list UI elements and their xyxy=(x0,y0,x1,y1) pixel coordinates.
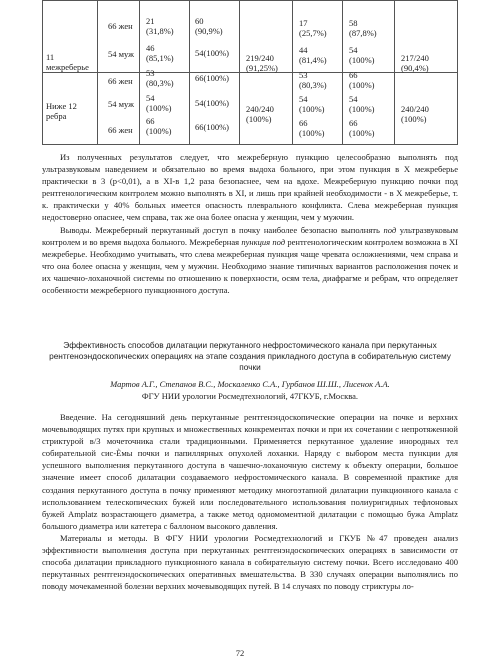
table-cell: 66(100%) xyxy=(195,73,229,83)
conclusions-paragraph: Выводы. Межреберный перкутанный доступ в почку наиболее безопасно выполнять под ультразвуковым контролем и во время выдоха больного. Межреберная пункция под рентгенологическим контролем возможна в XI межреберье. Необходимо учитывать, что слева межреберная пункция чаще чревата осложнениями, чем справа и что она более опасна у женщин, чем у мужчин. Необходимо знание типичных вариантов расположения почек и их чашечно-лоханочной системы по отношению к поверхности, осям тела, диафрагме и ребрам, что определяет особенности межреберного пункционного доступа. xyxy=(42,224,458,296)
results-table xyxy=(42,0,458,145)
table-cell: 66 (100%) xyxy=(146,116,172,137)
table-cell: 66(100%) xyxy=(195,122,229,132)
table-cell: 54(100%) xyxy=(195,98,229,108)
table-cell: Ниже 12 ребра xyxy=(46,101,77,122)
table-cell: 240/240 (100%) xyxy=(246,104,274,125)
table-cell: 46 (85,1%) xyxy=(146,43,174,64)
table-cell: 66 (100%) xyxy=(349,70,375,91)
table-cell: 217/240 (90,4%) xyxy=(401,53,429,74)
article-authors: Мартов А.Г., Степанов В.С., Москаленко С.А., Гурбанов Ш.Ш., Лисенок А.А. xyxy=(110,379,390,389)
table-cell: 240/240 (100%) xyxy=(401,104,429,125)
table-cell: 58 (87,8%) xyxy=(349,18,377,39)
table-cell: 66 жен xyxy=(108,76,133,86)
table-cell: 66 (100%) xyxy=(299,118,325,139)
article-body xyxy=(42,411,458,592)
table-cell: 17 (25,7%) xyxy=(299,18,327,39)
article-title: Эффективность способов дилатации перкутанного нефростомического канала при перкутанных рентгеноэндоскопических операциях на этапе создания прикладного доступа в собирательную систему почки xyxy=(49,340,451,372)
table-cell: 219/240 (91,25%) xyxy=(246,53,278,74)
results-paragraph: Из полученных результатов следует, что межреберную пункцию целесообразно выполнять под ультразвуковым наведением и обязательно во время выдоха больного, при этом пункция в X межреберье практически в 3 (p<0,01), а в XI-в 1,2 раза безопаснее, чем на вдохе. Межреберную пункцию почки под рентгенологическим контролем можно выполнять в XI, и лишь при крайней необходимости - в X межреберье, т. к. практически у 40% больных имеется опасность плеврального конфликта. Слева межреберная пункция недостоверно опаснее, чем справа, так же она более опасна у женщин, чем у мужчин. xyxy=(42,152,458,223)
table-cell: 53 (80,3%) xyxy=(146,68,174,89)
previous-article-text xyxy=(42,151,458,296)
page-number: 72 xyxy=(235,648,245,658)
table-cell: 11 межреберье xyxy=(46,52,89,73)
table-cell: 54(100%) xyxy=(195,48,229,58)
table-cell: 21 (31,8%) xyxy=(146,16,174,37)
article-affiliation: ФГУ НИИ урологии Росмедтехнологий, 47ГКУБ, г.Москва. xyxy=(141,391,359,401)
table-cell: 54 (100%) xyxy=(299,94,325,115)
table-cell: 66 жен xyxy=(108,21,133,31)
table-cell: 66 жен xyxy=(108,125,133,135)
table-cell: 54 (100%) xyxy=(349,94,375,115)
table-cell: 66 (100%) xyxy=(349,118,375,139)
introduction-paragraph: Введение. На сегодняшний день перкутанные рентгенэндоскопические операции на почке и верхних мочевыводящих путях при крупных и множественных конкрементах почки и при их сочетании с непротяженной стриктурой в/3 мочеточника стали традиционными. Применяется перкутанное удаление инородных тел собирательной сис-Ѐмы почки и папиллярных опухолей лоханки. Наряду с выбором места пункции для успешного выполнения перкутанного доступа в чашечно-лоханочную систему к объекту операции, большое значение имеет способ дилатации создаваемого нефростомического канала. В современной практике для создания перкутанного доступа в почку применяют методику многоэтапной дилатации пункционного канала с использованием телескопических бужей или последовательного использования полиуригидных тефлоновых бужей Amplatz возрастающего диаметра, а также метод одномоментной дилатации с помощью бужа Amplatz большого диаметра или катетера с баллоном высокого давления. xyxy=(42,412,458,531)
table-cell: 53 (80,3%) xyxy=(299,70,327,91)
table-cell: 54 (100%) xyxy=(146,93,172,114)
table-cell: 54 муж xyxy=(108,99,135,109)
table-cell: 54 муж xyxy=(108,49,135,59)
table-cell: 44 (81,4%) xyxy=(299,45,327,66)
table-cell: 54 (100%) xyxy=(349,45,375,66)
table-cell: 60 (90,9%) xyxy=(195,16,223,37)
methods-paragraph: Материалы и методы. В ФГУ НИИ урологии Росмедтехнологий и ГКУБ №47 проведен анализ эффективности выполнения доступа при перкутанных рентгенэндоскопических операциях в зависимости от способа дилатации прикладного пункционного канала в собирательную систему почки. Всего исследовано 400 перкутанных рентгенэндоскопических оперативных вмешательства. В 330 случаях операции выполнялись по поводу мочекаменной болезни верхних мочевыводящих путей. В 14 случаях по поводу стриктуры ло- xyxy=(42,532,458,592)
